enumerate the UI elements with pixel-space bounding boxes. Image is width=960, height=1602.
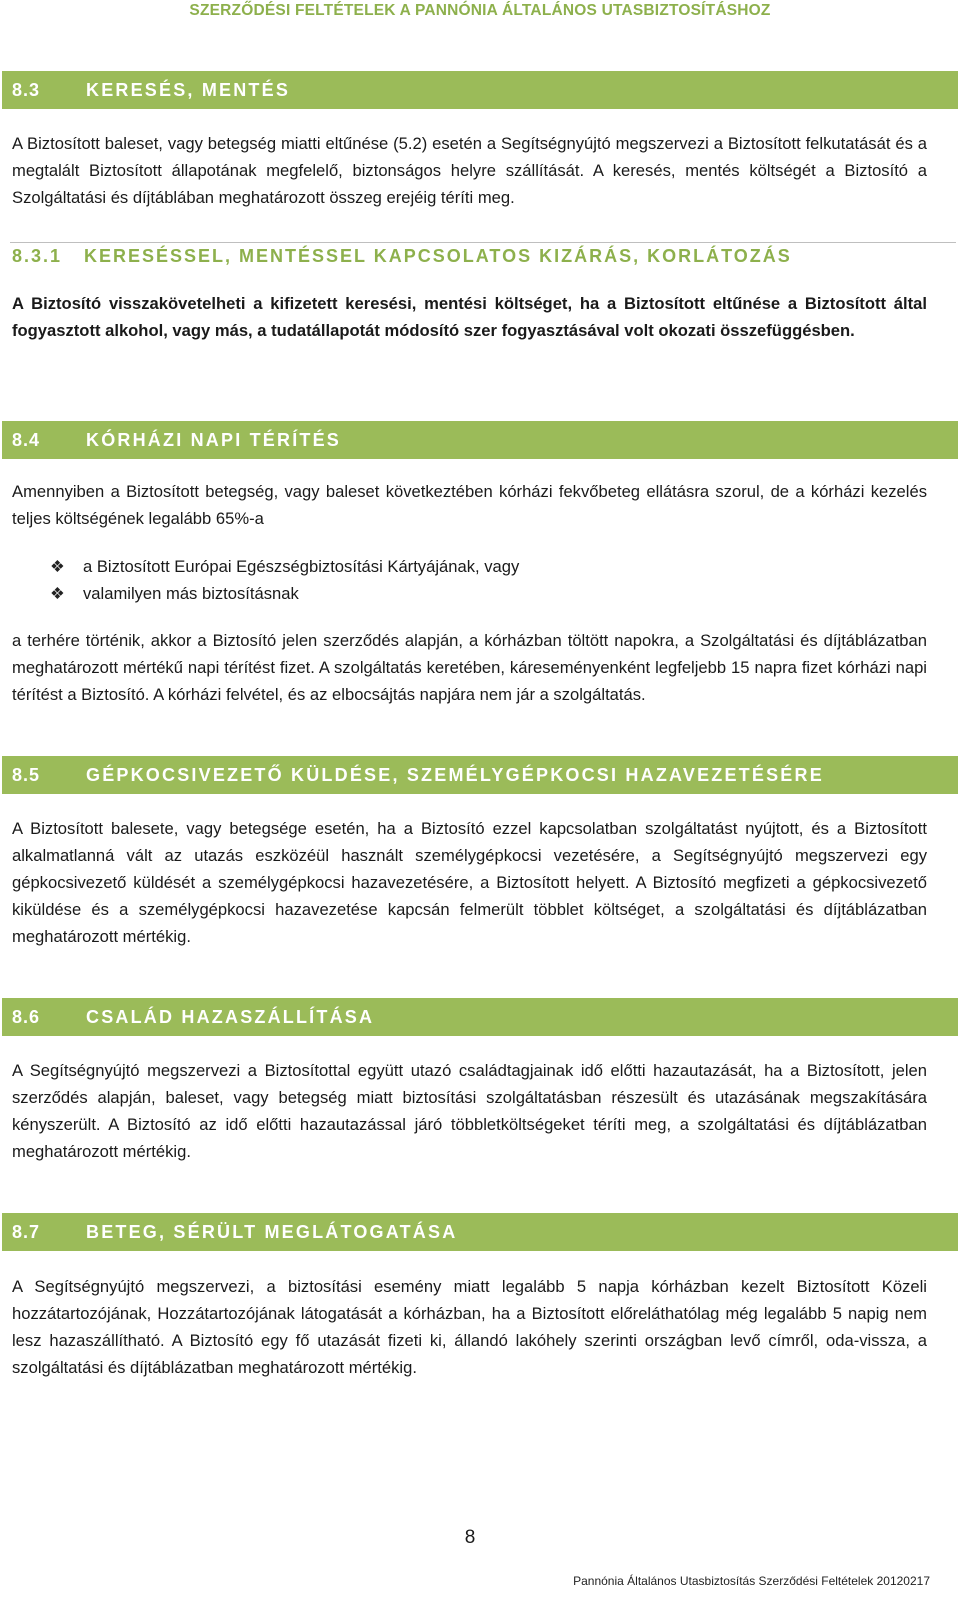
page-header	[0, 0, 960, 44]
section-8-7-paragraph: A Segítségnyújtó megszervezi, a biztosítási esemény miatt legalább 5 napja kórházban kezelt Biztosított Közeli hozzátartozójának, Hozzátartozójának látogatását a kórházban, ha a Biztosított előreláthatólag még legalább 5 napig nem lesz hazaszállítható. A Biztosító egy fő utazását fizeti ki, állandó lakóhely szerinti országban levő címről, oda-vissza, a szolgáltatási és díjtáblázatban meghatározott mértékig.	[12, 1277, 927, 1377]
section-heading-8-4	[2, 421, 958, 459]
section-number: 8.6	[12, 1007, 41, 1027]
section-title: KÓRHÁZI NAPI TÉRÍTÉS	[86, 430, 342, 450]
section-8-5-paragraph: A Biztosított balesete, vagy betegsége esetén, ha a Biztosító ezzel kapcsolatban szolgáltatást nyújtott, és a Biztosított alkalmatlanná vált az utazás eszközéül használt személygépkocsi vezetésére, a Segítségnyújtó megszervezi egy gépkocsivezető küldését a személygépkocsi hazavezetésére, a Biztosított helyett. A Biztosító megfizeti a gépkocsivezető kiküldése és a személygépkocsi hazavezetése kapcsán felmerült többlet költséget, a szolgáltatási és díjtáblázatban meghatározott mértékig.	[12, 819, 927, 946]
section-heading-8-5	[2, 756, 958, 794]
subsection-heading-8-3-1	[10, 242, 956, 273]
section-8-4-paragraph-2: a terhére történik, akkor a Biztosító jelen szerződés alapján, a kórházban töltött napokra, a Szolgáltatási és díjtáblázatban meghatározott mértékű napi térítést fizet. A szolgáltatás keretében, káreseményenként legfeljebb 15 napra fizet kórházi napi térítést a Biztosító. A kórházi felvétel, és az elbocsájtás napjára nem jár a szolgáltatás.	[12, 631, 927, 704]
section-number: 8.7	[12, 1222, 41, 1242]
bullet-text: valamilyen más biztosításnak	[83, 584, 299, 603]
bullet-item	[50, 553, 519, 580]
section-heading-8-7	[2, 1213, 958, 1251]
section-number: 8.4	[12, 430, 41, 450]
subsection-number: 8.3.1	[12, 246, 63, 266]
section-8-6-paragraph: A Segítségnyújtó megszervezi a Biztosítottal együtt utazó családtagjainak idő előtti hazautazását, ha a Biztosított, jelen szerződés alapján, baleset, vagy betegség miatt biztosítási szolgáltatásban részesült és utazásának megszakítására kényszerült. A Biztosító az idő előtti hazautazással járó többletköltségeket téríti meg, a szolgáltatási és díjtáblázatban meghatározott mértékig.	[12, 1061, 927, 1161]
section-8-4-paragraph-1: Amennyiben a Biztosított betegség, vagy baleset következtében kórházi fekvőbeteg ellátásra szorul, de a kórházi kezelés teljes költségének legalább 65%-a	[12, 482, 927, 528]
page-number: 8	[464, 1527, 476, 1548]
section-heading-8-3	[2, 71, 958, 109]
section-title: GÉPKOCSIVEZETŐ KÜLDÉSE, SZEMÉLYGÉPKOCSI HAZAVEZETÉSÉRE	[86, 765, 824, 785]
bullet-item	[50, 580, 299, 607]
page-header-text: SZERZŐDÉSI FELTÉTELEK A PANNÓNIA ÁLTALÁNOS UTASBIZTOSÍTÁSHOZ	[189, 2, 771, 19]
section-number: 8.5	[12, 765, 41, 785]
section-8-3-paragraph: A Biztosított baleset, vagy betegség miatti eltűnése (5.2) esetén a Segítségnyújtó megszervezi a Biztosított felkutatását és a megtalált Biztosított állapotának megfelelő, biztonságos helyre szállítását. A keresés, mentés költségét a Biztosító a Szolgáltatási és díjtáblában meghatározott összeg erejéig téríti meg.	[12, 134, 927, 207]
bullet-text: a Biztosított Európai Egészségbiztosítási Kártyájának, vagy	[83, 557, 520, 576]
footer-document-reference: Pannónia Általános Utasbiztosítás Szerződési Feltételek 20120217	[573, 1574, 930, 1588]
section-heading-8-6	[2, 998, 958, 1036]
bullet-diamond-icon: ❖	[50, 584, 65, 603]
section-title: KERESÉS, MENTÉS	[86, 80, 291, 100]
section-title: CSALÁD HAZASZÁLLÍTÁSA	[86, 1007, 375, 1027]
subsection-title: KERESÉSSEL, MENTÉSSEL KAPCSOLATOS KIZÁRÁS, KORLÁTOZÁS	[84, 246, 792, 266]
section-number: 8.3	[12, 80, 41, 100]
section-title: BETEG, SÉRÜLT MEGLÁTOGATÁSA	[86, 1222, 458, 1242]
section-8-3-1-paragraph: A Biztosító visszakövetelheti a kifizetett keresési, mentési költséget, ha a Biztosított eltűnése a Biztosított által fogyasztott alkohol, vagy más, a tudatállapotát módosító szer fogyasztásával volt okozati összefüggésben.	[12, 294, 927, 340]
bullet-diamond-icon: ❖	[50, 557, 65, 576]
